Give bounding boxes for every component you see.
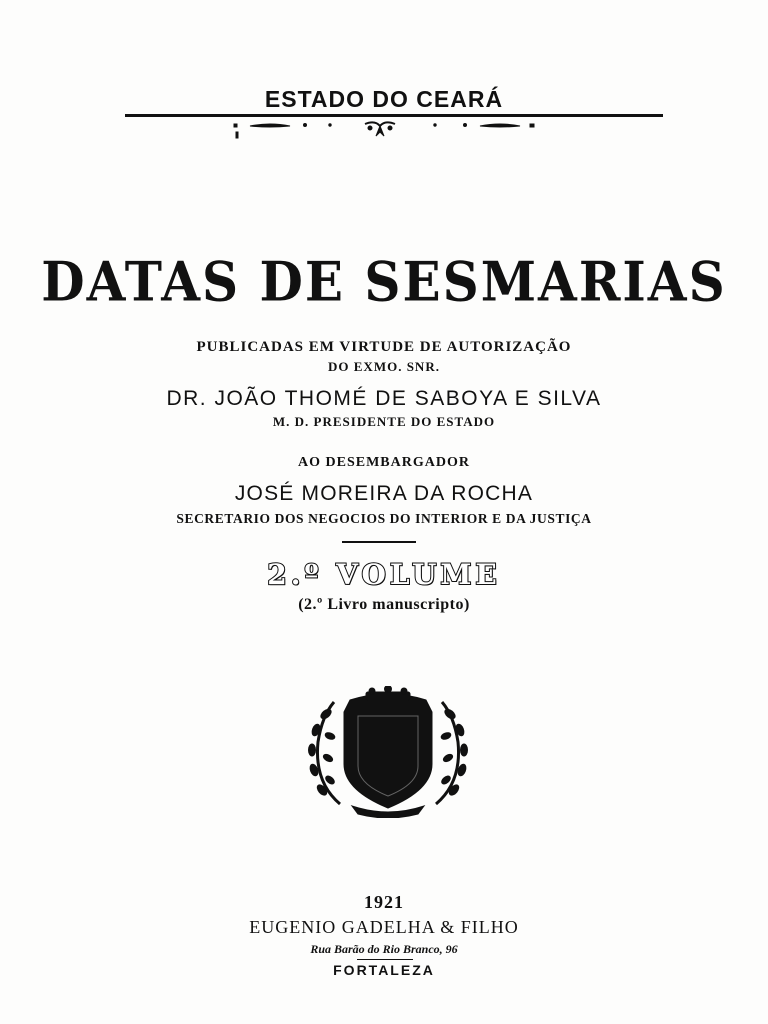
publication-year: 1921 (364, 892, 404, 912)
authorization-line: PUBLICADAS EM VIRTUDE DE AUTORIZAÇÃO (196, 339, 572, 355)
section-rule (342, 541, 416, 543)
book-title: DATAS DE SESMARIAS (41, 249, 727, 314)
secretary-name: JOSÉ MOREIRA DA ROCHA (234, 482, 534, 505)
publisher-address: Rua Barão do Rio Branco, 96 (310, 942, 458, 956)
header-rule (125, 114, 663, 117)
secretary-role: SECRETARIO DOS NEGOCIOS DO INTERIOR E DA JUSTIÇA (176, 511, 592, 526)
state-heading: ESTADO DO CEARÁ (264, 86, 504, 112)
president-name: DR. JOÃO THOMÉ DE SABOYA E SILVA (166, 387, 602, 410)
president-role: M. D. PRESIDENTE DO ESTADO (272, 414, 496, 429)
volume-label: 2.º VOLUME (267, 558, 501, 591)
dedication-line: AO DESEMBARGADOR (298, 455, 470, 470)
ornament-divider-icon (230, 118, 540, 140)
volume-subtitle: (2.º Livro manuscripto) (298, 596, 470, 613)
honorific-line: DO EXMO. SNR. (328, 359, 440, 374)
address-rule (357, 959, 413, 960)
publisher-name: EUGENIO GADELHA & FILHO (249, 917, 519, 937)
publication-city: FORTALEZA (333, 962, 435, 978)
coat-of-arms-icon (300, 686, 476, 818)
